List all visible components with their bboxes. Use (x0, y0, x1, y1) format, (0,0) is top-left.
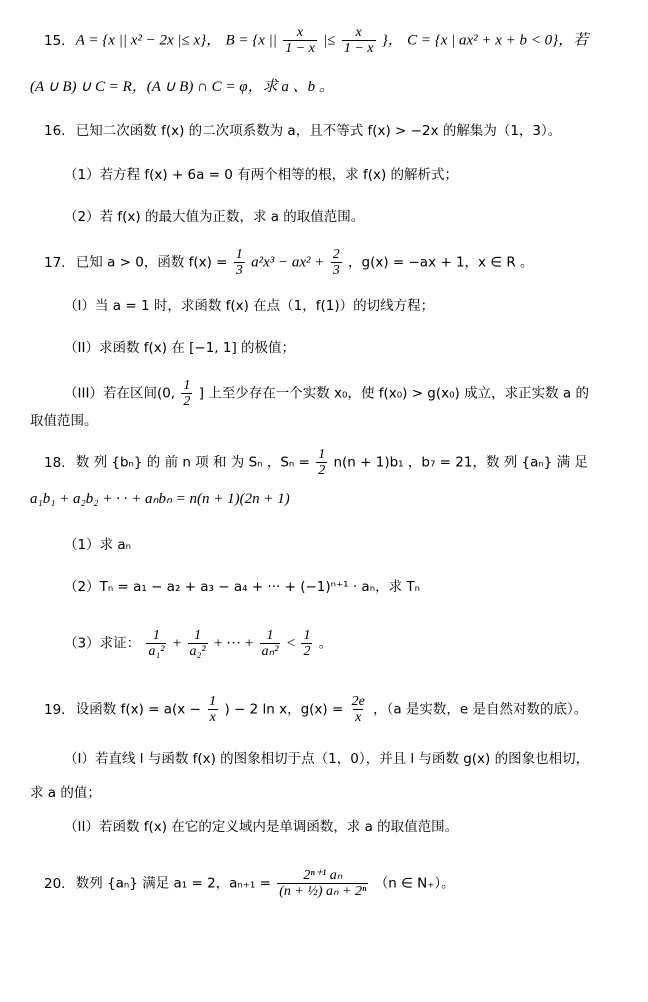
fraction: $\frac{2}{3}$ (332, 247, 340, 278)
problem-18-sub3: （3）求证： $\frac{1}{\text{a₁²}}$ + $\frac{1}{\text{a₂²}}$ + ··· + $\frac{1}{\text{aₙ²}}$ < $\frac{1}{2}$ 。 (64, 628, 333, 659)
problem-16: 16. 已知二次函数 f(x) 的二次项系数为 a，且不等式 f(x) > −2x 的解集为（1，3）。 (44, 123, 562, 139)
problem-15-line-2: (A ∪ B) ∪ C = R，(A ∪ B) ∩ C = φ，求 a 、b 。 (30, 79, 334, 95)
fraction: $\frac{x}{1 - x}$ (343, 25, 374, 56)
fraction: $\frac{\text{2ⁿ⁺¹ aₙ}}{\text{(n + ½) aₙ + 2ⁿ}}$ (279, 868, 367, 899)
set-a-def: A = {x || x² − 2x |≤ x}， (75, 32, 222, 49)
fraction: $\frac{1}{2}$ (303, 628, 311, 659)
fraction: $\frac{1}{2}$ (183, 378, 191, 409)
problem-17-sub3-cont: 取值范围。 (30, 413, 98, 429)
fraction: $\frac{1}{\text{a₁²}}$ (148, 628, 165, 659)
problem-19: 19. 设函数 f(x) = a(x − $\frac{1}{x}$ ) − 2 ln x，g(x) = $\frac{2e}{x}$ ，（a 是实数，e 是自然对数的底）。 (44, 694, 588, 725)
problem-17-sub3: （III）若在区间(0, $\frac{1}{2}$ ] 上至少存在一个实数 x₀，使 f(x₀) > g(x₀) 成立，求正实数 a 的 (64, 378, 589, 409)
fraction: $\frac{1}{2}$ (318, 447, 326, 478)
fraction: $\frac{1}{\text{aₙ²}}$ (261, 628, 279, 659)
problem-number: 18. (44, 454, 66, 471)
problem-number: 15. (44, 32, 66, 49)
problem-16-sub2: （2）若 f(x) 的最大值为正数，求 a 的取值范围。 (64, 209, 365, 225)
problem-16-sub1: （1）若方程 f(x) + 6a = 0 有两个相等的根，求 f(x) 的解析式； (64, 167, 459, 183)
problem-number: 20. (44, 875, 66, 892)
problem-17: 17. 已知 a > 0，函数 f(x) = $\frac{1}{3}$ a²x³ − ax² + $\frac{2}{3}$ ，g(x) = −ax + 1，x ∈ R 。 (44, 247, 534, 278)
fraction: $\frac{x}{1 - x}$ (285, 25, 315, 56)
problem-19-sub2: （II）若函数 f(x) 在它的定义域内是单调函数，求 a 的取值范围。 (64, 819, 459, 835)
problem-18-sub1: （1）求 aₙ (64, 537, 132, 553)
fraction: $\frac{1}{x}$ (209, 694, 217, 725)
set-b-def: B = {x || (225, 32, 277, 49)
fraction: $\frac{1}{\text{a₂²}}$ (189, 628, 206, 659)
problem-number: 16. (44, 123, 66, 139)
fraction: $\frac{2e}{x}$ (351, 694, 365, 725)
problem-15-line-1: 15. A = {x || x² − 2x |≤ x}， B = {x || $\frac{x}{1 - x}$ |≤ $\frac{x}{1 - x}$ }， C = {x | ax² + x + b < 0}，若 (44, 25, 589, 56)
problem-17-sub2: （II）求函数 f(x) 在 [−1, 1] 的极值； (64, 340, 296, 356)
problem-17-sub1: （I）当 a = 1 时，求函数 f(x) 在点（1，f(1)）的切线方程； (64, 298, 435, 314)
problem-18: 18. 数 列 {bₙ} 的 前 n 项 和 为 Sₙ ，Sₙ = $\frac{1}{2}$ n(n + 1)b₁ ，b₇ = 21，数 列 {aₙ} 满 足 (44, 447, 588, 478)
problem-20: 20. 数列 {aₙ} 满足 a₁ = 2，aₙ₊₁ = $\frac{\text{2ⁿ⁺¹ aₙ}}{\text{(n + ½) aₙ + 2ⁿ}}$ （n ∈ N₊）。 (44, 868, 455, 899)
problem-number: 19. (44, 701, 66, 718)
fraction: $\frac{1}{3}$ (235, 247, 243, 278)
set-c-def: C = {x | ax² + x + b < 0}，若 (407, 32, 589, 49)
problem-18-line-2: a₁b₁ + a₂b₂ + · · + aₙbₙ = n(n + 1)(2n + 1) (30, 491, 290, 507)
problem-number: 17. (44, 254, 66, 271)
problem-18-sub2: （2）Tₙ = a₁ − a₂ + a₃ − a₄ + ··· + (−1)ⁿ⁺¹ · aₙ，求 Tₙ (64, 579, 420, 595)
problem-19-sub1: （I）若直线 l 与函数 f(x) 的图象相切于点（1，0），并且 l 与函数 g(x) 的图象也相切， (64, 751, 590, 767)
problem-19-sub1-cont: 求 a 的值； (30, 785, 101, 801)
